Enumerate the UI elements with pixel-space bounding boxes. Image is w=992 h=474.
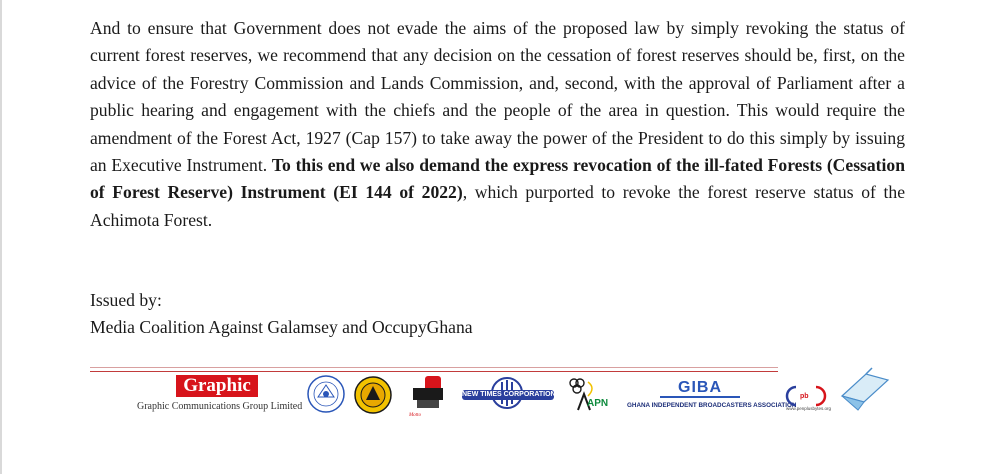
body-paragraph: [90, 15, 905, 234]
footer-divider-thin: [90, 367, 778, 368]
blue-wing-logo-icon: [838, 366, 890, 412]
new-times-caption: NEW TIMES CORPORATION: [462, 391, 556, 398]
giba-underline: [660, 396, 740, 398]
issued-by-label: Issued by:: [90, 290, 162, 310]
gna-seal-icon: [306, 373, 346, 415]
page-edge: [0, 0, 2, 474]
giba-mark: GIBA: [678, 379, 722, 396]
footer-divider: [90, 371, 778, 372]
graphic-caption: Graphic Communications Group Limited: [137, 401, 303, 412]
association-seal-icon: [352, 375, 394, 415]
penplusbytes-logo-icon: [782, 385, 834, 407]
graphic-logo: Graphic: [176, 375, 258, 397]
paragraph-text-1: And to ensure that Government does not evade the aims of the proposed law by simply revoking the status of current forest reserves, we recommend that any decision on the cessation of forest reserves should be, first, on the advice of the Forestry Commission and Lands Commission, and, second, with the approval of Parliament after a public hearing and engagement with the chiefs and the people of the area in question. This would require the amendment of the Forest Act, 1927 (Cap 157) to take away the power of the President to do this simply by issuing an Executive Instrument.: [90, 18, 905, 176]
svg-text:pb: pb: [800, 393, 809, 400]
media-logo-icon: [403, 374, 455, 418]
penplusbytes-url: www.penplusbytes.org: [786, 406, 832, 411]
svg-text:Motto: Motto: [409, 413, 421, 418]
paragraph-bold-text: To this end we also demand the express revocation of the ill-fated Forests (Cessation of Forest Reserve) Instrument (EI 144 of 2022): [90, 155, 906, 203]
issued-by-block: [90, 287, 790, 341]
apn-text: APN: [587, 398, 609, 409]
issuing-organisation: Media Coalition Against Galamsey and OccupyGhana: [90, 317, 473, 337]
giba-caption: GHANA INDEPENDENT BROADCASTERS ASSOCIATION: [627, 402, 797, 409]
paragraph-text-2: , which purported to revoke the forest reserve status of the Achimota Forest.: [90, 182, 905, 230]
